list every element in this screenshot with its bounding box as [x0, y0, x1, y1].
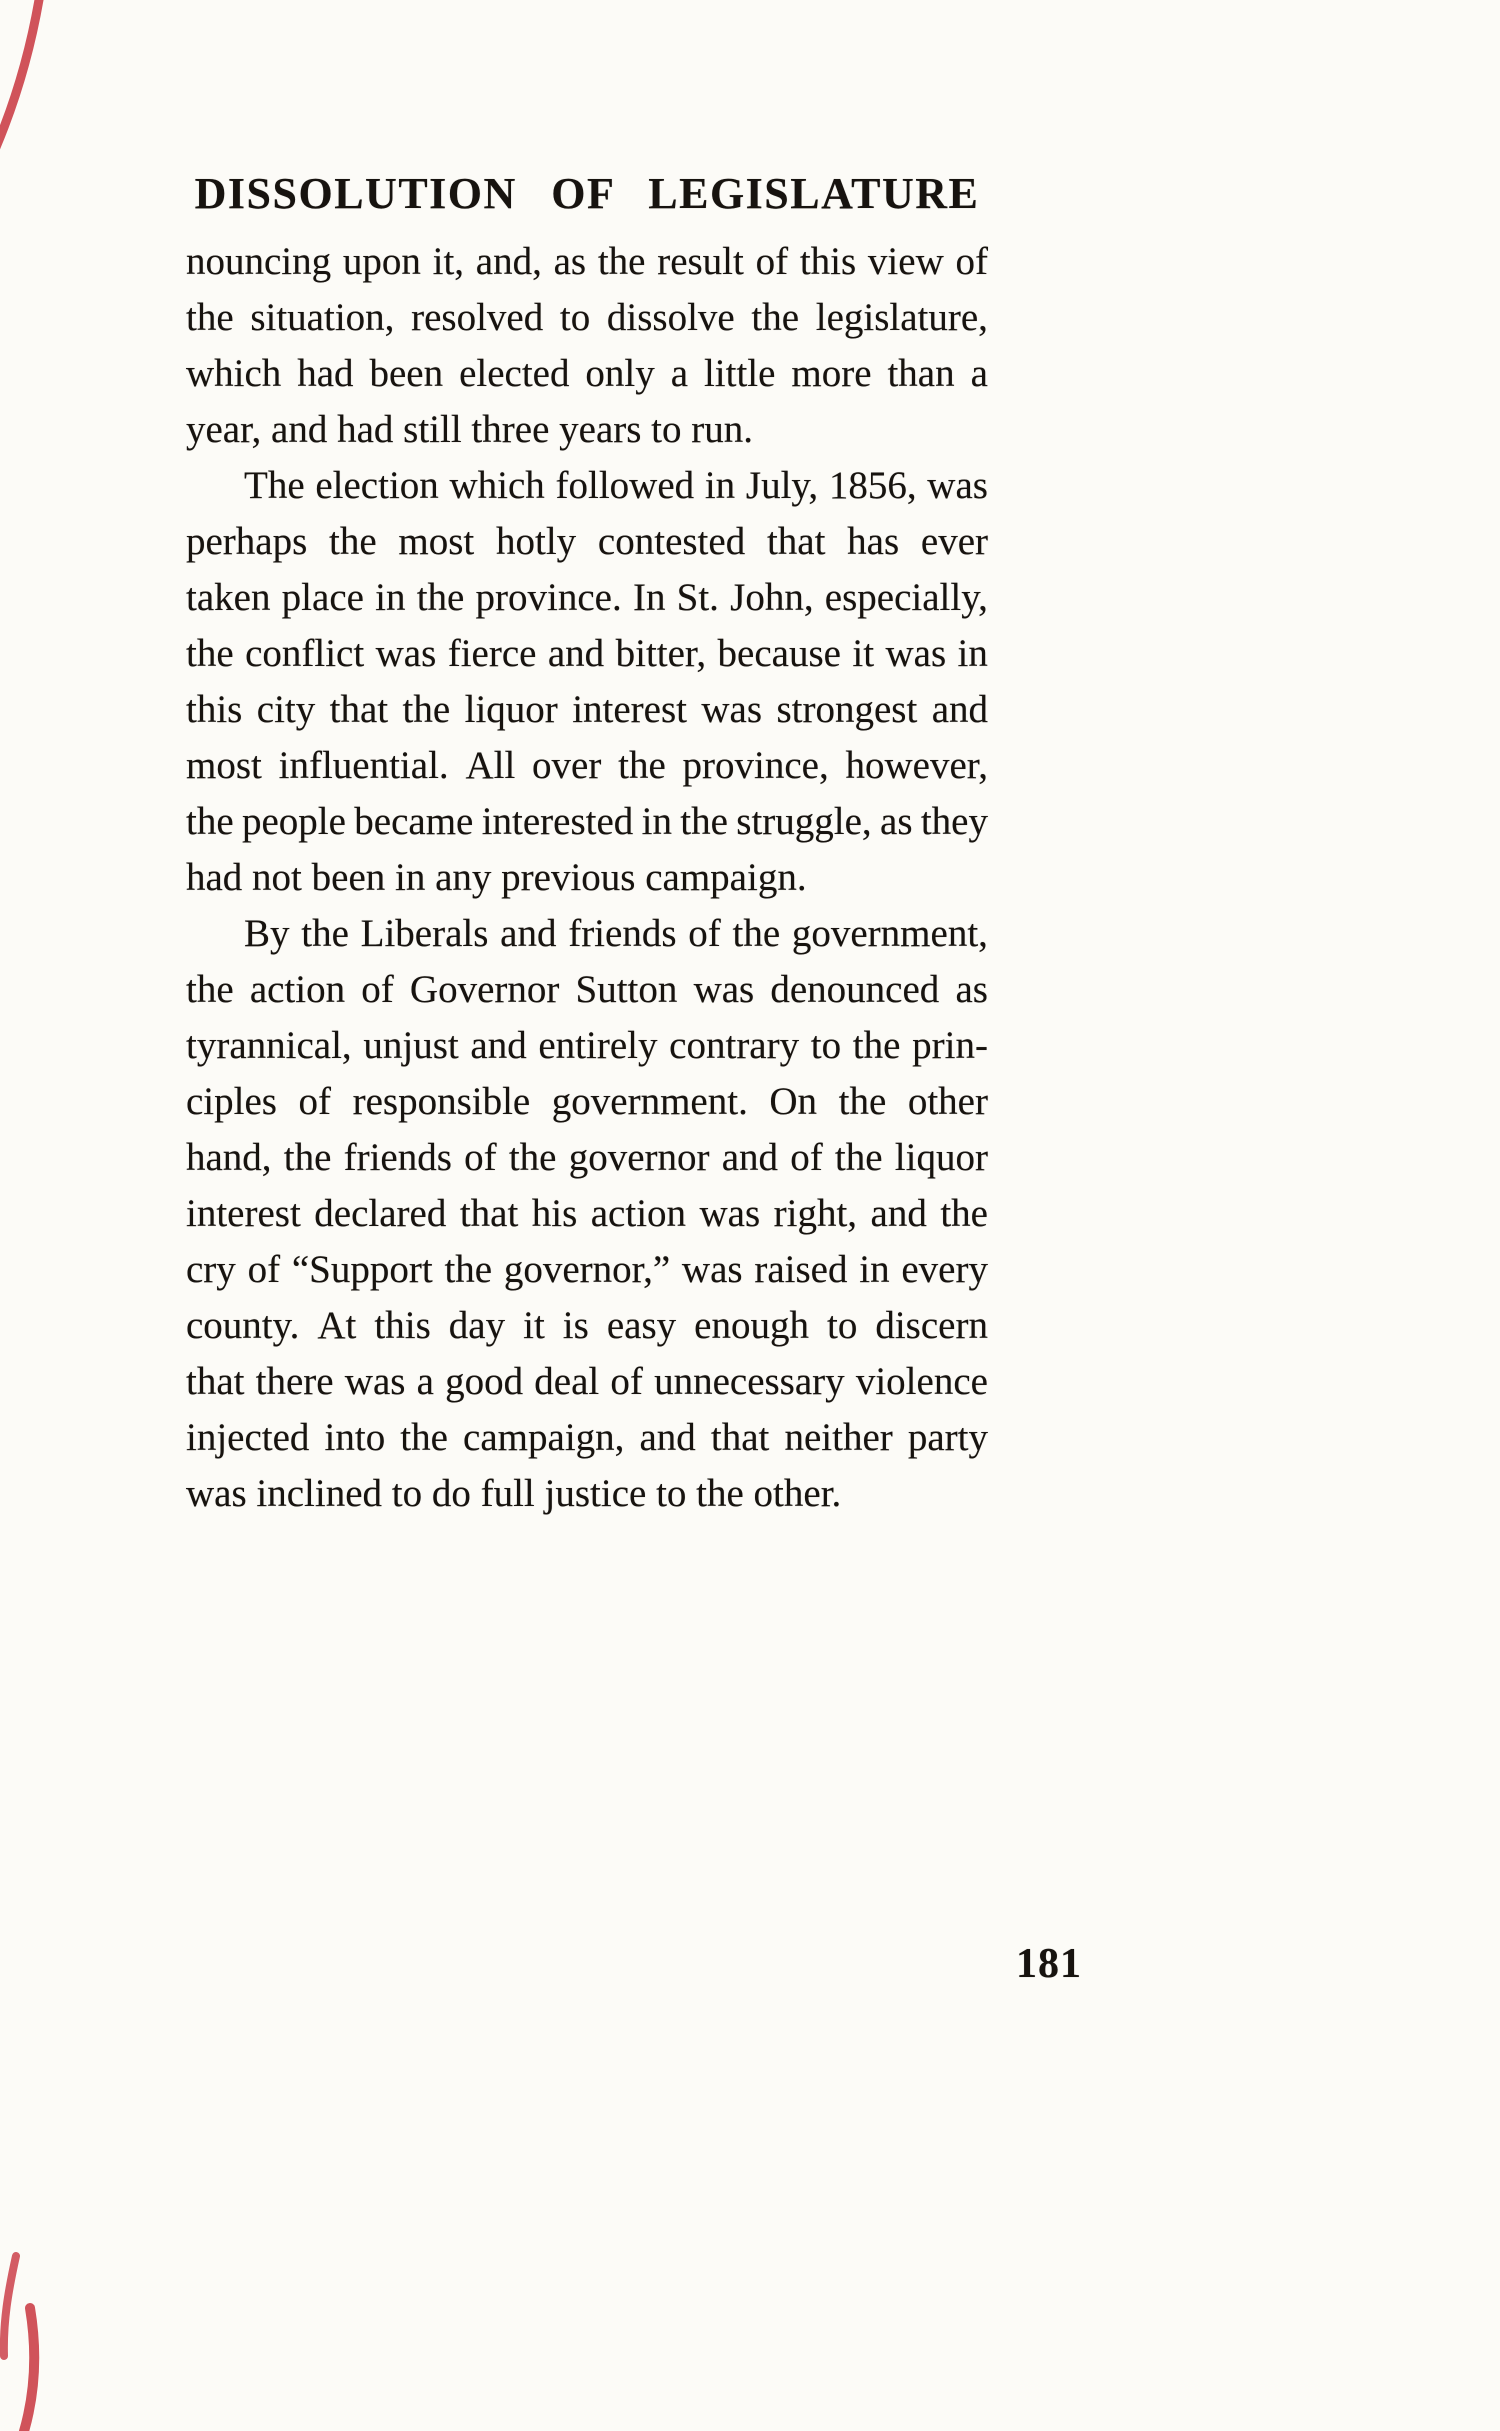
text-line: By the Liberals and friends of the government,: [244, 912, 988, 955]
text-line: county. At this day it is easy enough to discern: [186, 1304, 988, 1347]
page-number: 181: [1016, 1941, 1082, 1987]
text-line: the situation, resolved to dissolve the legislature,: [186, 296, 988, 339]
text-line: The election which followed in July, 1856, was: [244, 464, 988, 507]
text-line: had not been in any previous campaign.: [186, 856, 807, 899]
text-line: which had been elected only a little more than a: [186, 352, 988, 395]
text-line: ciples of responsible government. On the other: [186, 1080, 988, 1123]
text-line: interest declared that his action was right, and the: [186, 1192, 988, 1235]
text-block: [186, 234, 988, 1522]
red-pen-mark-bottom-left-1-icon: [4, 2256, 16, 2356]
text-line: nouncing upon it, and, as the result of this view of: [186, 240, 988, 283]
text-line: the people became interested in the struggle, as they: [186, 800, 988, 843]
red-pen-mark-bottom-left-2-icon: [22, 2308, 34, 2431]
text-line: most influential. All over the province, however,: [186, 744, 988, 787]
text-line: the conflict was fierce and bitter, because it was in: [186, 632, 988, 675]
text-line: hand, the friends of the governor and of the liquor: [186, 1136, 988, 1179]
text-line: perhaps the most hotly contested that has ever: [186, 520, 988, 563]
text-line: was inclined to do full justice to the other.: [186, 1472, 842, 1515]
text-line: year, and had still three years to run.: [186, 408, 753, 451]
text-line: cry of “Support the governor,” was raised in every: [186, 1248, 988, 1291]
text-line: taken place in the province. In St. John, especially,: [186, 576, 988, 619]
text-line: the action of Governor Sutton was denounced as: [186, 968, 988, 1011]
text-line: injected into the campaign, and that neither party: [186, 1416, 988, 1459]
red-pen-mark-top-left-icon: [0, 0, 40, 152]
text-line: this city that the liquor interest was strongest and: [186, 688, 988, 731]
text-line: tyrannical, unjust and entirely contrary to the prin-: [186, 1024, 988, 1067]
page-title: DISSOLUTION OF LEGISLATURE: [194, 169, 980, 218]
text-line: that there was a good deal of unnecessary violence: [186, 1360, 988, 1403]
